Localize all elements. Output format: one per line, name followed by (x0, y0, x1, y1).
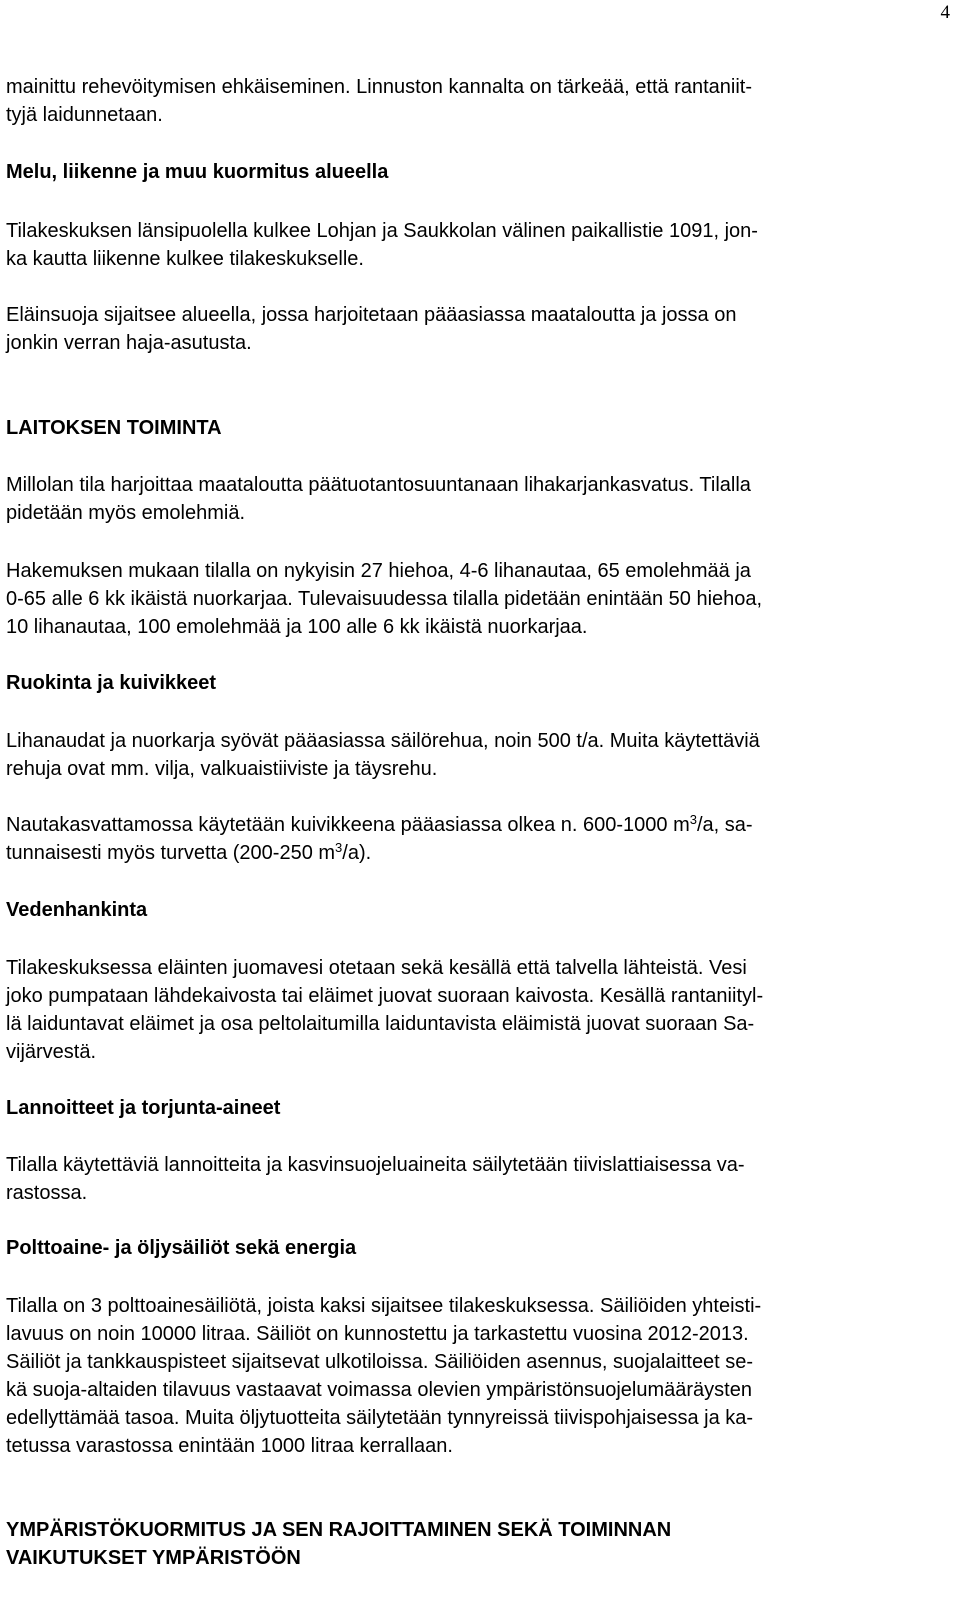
paragraph-water: Tilakeskuksessa eläinten juomavesi otetaan sekä kesällä että talvella lähteistä. Vesi joko pumpataan lähdekaivosta tai eläimet juovat suoraan kaivosta. Kesällä rantaniityl- lä laiduntavat eläimet ja osa peltolaitumilla laiduntavista eläimistä juovat suoraan Sa- vijärvestä. (6, 957, 764, 1063)
heading-feeding-bedding: Ruokinta ja kuivikkeet (6, 672, 217, 694)
page-number: 4 (940, 2, 950, 23)
paragraph-fertilizers: Tilalla käytettäviä lannoitteita ja kasvinsuojeluaineita säilytetään tiivislattiaisessa va- rastossa. (6, 1154, 745, 1204)
paragraph-road: Tilakeskuksen länsipuolella kulkee Lohjan ja Saukkolan välinen paikallistie 1091, jon- ka kautta liikenne kulkee tilakeskukselle. (6, 220, 758, 270)
paragraph-bedding (6, 811, 936, 867)
paragraph-main-production: Millolan tila harjoittaa maataloutta päätuotantosuuntanaan lihakarjankasvatus. Tilalla pidetään myös emolehmiä. (6, 474, 751, 524)
bedding-line2-text: tunnaisesti myös turvetta (200-250 m (6, 842, 336, 864)
bedding-line1-tail: /a, sa- (696, 814, 753, 836)
heading-fuel-oil-energy: Polttoaine- ja öljysäiliöt sekä energia (6, 1237, 357, 1259)
heading-facility-operation: LAITOKSEN TOIMINTA (6, 417, 222, 439)
bedding-line1-text: Nautakasvattamossa käytetään kuivikkeena pääasiassa olkea n. 600-1000 m (6, 814, 690, 836)
bedding-line2-superscript: 3 (335, 840, 343, 855)
bedding-line1-superscript: 3 (689, 812, 697, 827)
paragraph-vegetation: mainittu rehevöitymisen ehkäiseminen. Linnuston kannalta on tärkeää, että rantaniit- tyjä laidunnetaan. (6, 76, 752, 126)
heading-water-supply: Vedenhankinta (6, 899, 148, 921)
paragraph-location: Eläinsuoja sijaitsee alueella, jossa harjoitetaan pääasiassa maataloutta ja jossa on jonkin verran haja-asutusta. (6, 304, 737, 354)
heading-environmental-load: YMPÄRISTÖKUORMITUS JA SEN RAJOITTAMINEN SEKÄ TOIMINNAN VAIKUTUKSET YMPÄRISTÖÖN (6, 1519, 672, 1569)
paragraph-animal-counts: Hakemuksen mukaan tilalla on nykyisin 27 hiehoa, 4-6 lihanautaa, 65 emolehmää ja 0-65 alle 6 kk ikäistä nuorkarjaa. Tulevaisuudessa tilalla pidetään enintään 50 hiehoa, 10 lihanautaa, 100 emolehmää ja 100 alle 6 kk ikäistä nuorkarjaa. (6, 560, 763, 638)
paragraph-feeding: Lihanaudat ja nuorkarja syövät pääasiassa säilörehua, noin 500 t/a. Muita käytettäviä rehuja ovat mm. vilja, valkuaistiiviste ja täysrehu. (6, 730, 760, 780)
paragraph-fuel-tanks: Tilalla on 3 polttoainesäiliötä, joista kaksi sijaitsee tilakeskuksessa. Säiliöiden yhteisti- lavuus on noin 10000 litraa. Säiliöt on kunnostettu ja tarkastettu vuosina 2012-2013. Säiliöt ja tankkauspisteet sijaitsevat ulkotiloissa. Säiliöiden asennus, suojalaitteet se- kä suoja-altaiden tilavuus vastaavat voimassa olevien ympäristönsuojelumääräysten edellyttämää tasoa. Muita öljytuotteita säilytetään tynnyreissä tiivispohjaisessa ja ka- tetussa varastossa enintään 1000 litraa kerrallaan. (6, 1295, 762, 1457)
bedding-line2-tail: /a). (342, 842, 372, 864)
heading-fertilizers-pesticides: Lannoitteet ja torjunta-aineet (6, 1097, 281, 1119)
heading-noise-traffic: Melu, liikenne ja muu kuormitus alueella (6, 161, 389, 183)
